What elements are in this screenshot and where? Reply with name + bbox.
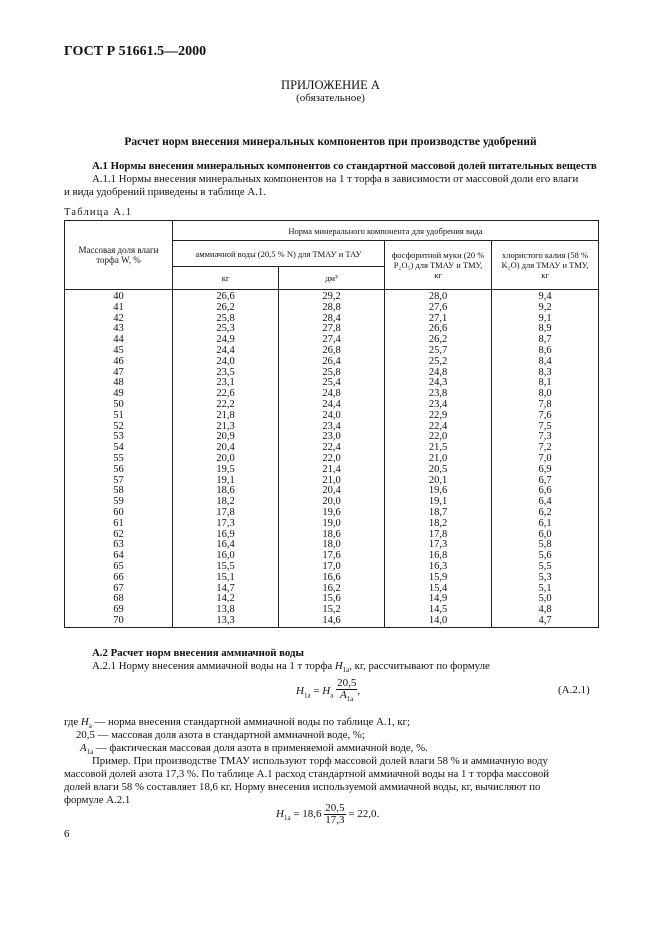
- table-cell: 25,8: [279, 368, 385, 379]
- table-row: [65, 357, 599, 368]
- table-cell: 5,6: [492, 551, 599, 562]
- table-cell: 6,9: [492, 465, 599, 476]
- example-formula-result: = 22,0.: [348, 808, 380, 821]
- table-cell: 26,6: [385, 324, 492, 335]
- where-intro: где: [64, 716, 79, 728]
- table-cell: 20,0: [279, 497, 385, 508]
- table-cell: 7,3: [492, 432, 599, 443]
- table-label: Таблица А.1: [64, 207, 133, 218]
- table-cell: 49: [65, 389, 173, 400]
- table-cell: 61: [65, 519, 173, 530]
- table-cell: 66: [65, 573, 173, 584]
- table-cell: 41: [65, 303, 173, 314]
- table-cell: 28,8: [279, 303, 385, 314]
- section-a1-para-line2: и вида удобрений приведены в таблице А.1.: [64, 186, 267, 198]
- table-cell: 7,6: [492, 411, 599, 422]
- table-cell: 14,5: [385, 605, 492, 616]
- table-cell: 17,6: [279, 551, 385, 562]
- table-cell: 4,7: [492, 616, 599, 627]
- table-cell: 48: [65, 378, 173, 389]
- table-cell: 18,6: [279, 530, 385, 541]
- table-cell: 9,4: [492, 290, 599, 303]
- table-cell: 21,0: [279, 476, 385, 487]
- table-cell: 27,6: [385, 303, 492, 314]
- table-cell: 58: [65, 486, 173, 497]
- table-cell: 55: [65, 454, 173, 465]
- example-formula-fraction: [324, 803, 345, 826]
- table-cell: 19,6: [279, 508, 385, 519]
- table-cell: 18,7: [385, 508, 492, 519]
- table-row: [65, 616, 599, 627]
- formula-lhs-sub: 1a: [303, 691, 311, 700]
- table-cell: 14,2: [173, 594, 279, 605]
- example-formula-eq: = 18,6: [293, 808, 322, 821]
- table-cell: 68: [65, 594, 173, 605]
- page-number: 6: [64, 828, 70, 840]
- table-cell: 17,3: [385, 540, 492, 551]
- table-cell: 15,4: [385, 584, 492, 595]
- where-3-text: — фактическая массовая доля азота в применяемой аммиачной воде, %.: [95, 742, 428, 754]
- table-cell: 5,5: [492, 562, 599, 573]
- table-cell: 62: [65, 530, 173, 541]
- table-row: [65, 411, 599, 422]
- table-cell: 26,8: [279, 346, 385, 357]
- formula-lhs: H: [296, 685, 304, 698]
- table-row: [65, 290, 599, 303]
- table-cell: 14,7: [173, 584, 279, 595]
- section-a2-para-sub: 1a: [342, 666, 350, 675]
- formula-tail: ,: [357, 685, 361, 698]
- formula-a21: [296, 678, 360, 705]
- where-1-symbol: H: [80, 716, 89, 728]
- formula-eq: =: [313, 685, 320, 698]
- table-cell: 16,2: [279, 584, 385, 595]
- table-cell: 57: [65, 476, 173, 487]
- table-cell: 24,8: [385, 368, 492, 379]
- table-cell: 15,5: [173, 562, 279, 573]
- table-cell: 25,8: [173, 314, 279, 325]
- table-cell: 9,1: [492, 314, 599, 325]
- table-cell: 17,0: [279, 562, 385, 573]
- table-cell: 16,6: [279, 573, 385, 584]
- table-cell: 24,9: [173, 335, 279, 346]
- table-cell: 59: [65, 497, 173, 508]
- header-potassium: хлористого калия (58 % K₂O) для ТМАУ и ТМУ, кг: [492, 241, 599, 290]
- table-cell: 23,5: [173, 368, 279, 379]
- header-dm3: дм³: [279, 267, 385, 290]
- example-line-2: массовой долей азота 17,3 %. По таблице А.1 расход стандартной аммиачной воды на 1 т торфа массовой: [64, 768, 550, 780]
- where-line-2: [76, 729, 365, 742]
- section-a2-para: [92, 660, 490, 677]
- table-cell: 7,0: [492, 454, 599, 465]
- where-1-text: — норма внесения стандартной аммиачной воды по таблице А.1, кг;: [94, 716, 411, 728]
- table-cell: 5,0: [492, 594, 599, 605]
- table-cell: 18,2: [173, 497, 279, 508]
- header-ammonia: аммиачной воды (20,5 % N) для ТМАУ и ТАУ: [173, 241, 385, 267]
- table-cell: 25,2: [385, 357, 492, 368]
- table-cell: 18,6: [173, 486, 279, 497]
- table-cell: 8,6: [492, 346, 599, 357]
- formula-rhs-sub: a: [330, 691, 334, 700]
- table-cell: 18,0: [279, 540, 385, 551]
- table-cell: 19,6: [385, 486, 492, 497]
- header-group: Норма минерального компонента для удобрения вида: [173, 221, 599, 241]
- table-cell: 28,0: [385, 290, 492, 303]
- table-cell: 24,0: [173, 357, 279, 368]
- section-a2-para-suffix: , кг, рассчитывают по формуле: [349, 660, 490, 672]
- example-formula-num: 20,5: [325, 802, 345, 814]
- where-3-symbol: A: [80, 742, 87, 754]
- table-cell: 27,8: [279, 324, 385, 335]
- section-a2-para-symbol: H: [334, 660, 343, 672]
- table-cell: 6,2: [492, 508, 599, 519]
- table-cell: 6,4: [492, 497, 599, 508]
- table-cell: 16,9: [173, 530, 279, 541]
- table-cell: 8,7: [492, 335, 599, 346]
- table-cell: 23,4: [385, 400, 492, 411]
- where-3-sub: 1a: [86, 748, 94, 757]
- table-cell: 5,1: [492, 584, 599, 595]
- table-cell: 25,3: [173, 324, 279, 335]
- table-cell: 24,3: [385, 378, 492, 389]
- table-cell: 43: [65, 324, 173, 335]
- example-formula-lhs-sub: 1a: [283, 814, 291, 823]
- table-cell: 20,5: [385, 465, 492, 476]
- table-cell: 24,4: [173, 346, 279, 357]
- table-cell: 7,8: [492, 400, 599, 411]
- table-row: [65, 303, 599, 314]
- table-cell: 15,2: [279, 605, 385, 616]
- table-cell: 4,8: [492, 605, 599, 616]
- table-cell: 16,0: [173, 551, 279, 562]
- table-cell: 19,1: [173, 476, 279, 487]
- formula-fraction: [336, 678, 357, 705]
- table-cell: 15,6: [279, 594, 385, 605]
- appendix-status: (обязательное): [296, 92, 365, 104]
- table-cell: 27,1: [385, 314, 492, 325]
- table-cell: 50: [65, 400, 173, 411]
- table-cell: 60: [65, 508, 173, 519]
- document-title: Расчет норм внесения минеральных компонентов при производстве удобрений: [124, 136, 537, 148]
- table-cell: 6,1: [492, 519, 599, 530]
- table-cell: 18,2: [385, 519, 492, 530]
- table-cell: 47: [65, 368, 173, 379]
- example-formula-lhs: H: [276, 808, 284, 821]
- table-row: [65, 465, 599, 476]
- table-cell: 23,4: [279, 422, 385, 433]
- section-a1-para-line1: А.1.1 Нормы внесения минеральных компонентов на 1 т торфа в зависимости от массовой доли его влаги: [92, 173, 579, 185]
- table-cell: 7,5: [492, 422, 599, 433]
- formula-den-sub: 1a: [346, 695, 354, 704]
- table-cell: 21,0: [385, 454, 492, 465]
- table-cell: 13,3: [173, 616, 279, 627]
- table-cell: 23,8: [385, 389, 492, 400]
- table-cell: 20,0: [173, 454, 279, 465]
- section-a2-para-prefix: А.2.1 Норму внесения аммиачной воды на 1 т торфа: [92, 660, 333, 672]
- appendix-title: ПРИЛОЖЕНИЕ А: [281, 78, 380, 92]
- table-cell: 17,3: [173, 519, 279, 530]
- table-cell: 8,9: [492, 324, 599, 335]
- table-cell: 42: [65, 314, 173, 325]
- table-cell: 21,3: [173, 422, 279, 433]
- table-cell: 22,0: [279, 454, 385, 465]
- table-row: [65, 519, 599, 530]
- table-cell: 27,4: [279, 335, 385, 346]
- table-cell: 21,5: [385, 443, 492, 454]
- formula-rhs: H: [322, 685, 331, 698]
- table-cell: 45: [65, 346, 173, 357]
- table-cell: 20,1: [385, 476, 492, 487]
- table-cell: 15,9: [385, 573, 492, 584]
- table-cell: 25,4: [279, 378, 385, 389]
- example-line-3: долей влаги 58 % составляет 18,6 кг. Норму внесения используемой аммиачной воды, кг, вычисляют по: [64, 781, 541, 793]
- table-cell: 44: [65, 335, 173, 346]
- table-cell: 19,5: [173, 465, 279, 476]
- table-cell: 22,0: [385, 432, 492, 443]
- standard-code: ГОСТ Р 51661.5—2000: [64, 44, 207, 59]
- table-cell: 56: [65, 465, 173, 476]
- table-cell: 24,0: [279, 411, 385, 422]
- table-cell: 9,2: [492, 303, 599, 314]
- table-cell: 8,1: [492, 378, 599, 389]
- example-formula-den: 17,3: [325, 814, 345, 826]
- table-cell: 16,8: [385, 551, 492, 562]
- table-cell: 14,0: [385, 616, 492, 627]
- table-cell: 23,1: [173, 378, 279, 389]
- table-cell: 21,8: [173, 411, 279, 422]
- table-cell: 8,4: [492, 357, 599, 368]
- formula-number: (А.2.1): [558, 684, 590, 696]
- table-cell: 70: [65, 616, 173, 627]
- table-cell: 26,2: [385, 335, 492, 346]
- table-cell: 6,7: [492, 476, 599, 487]
- table-cell: 15,1: [173, 573, 279, 584]
- table-cell: 17,8: [173, 508, 279, 519]
- table-cell: 64: [65, 551, 173, 562]
- table-cell: 21,4: [279, 465, 385, 476]
- table-cell: 16,3: [385, 562, 492, 573]
- table-cell: 20,4: [173, 443, 279, 454]
- where-2-text: — массовая доля азота в стандартной аммиачной воде, %;: [97, 729, 365, 741]
- table-cell: 22,4: [279, 443, 385, 454]
- norms-table: [64, 220, 599, 628]
- table-cell: 14,6: [279, 616, 385, 627]
- table-cell: 5,3: [492, 573, 599, 584]
- table-cell: 46: [65, 357, 173, 368]
- table-cell: 54: [65, 443, 173, 454]
- table-cell: 28,4: [279, 314, 385, 325]
- table-cell: 24,4: [279, 400, 385, 411]
- header-phosphorite: фосфоритной муки (20 % P₂O₅) для ТМАУ и ТМУ, кг: [385, 241, 492, 290]
- header-kg: кг: [173, 267, 279, 290]
- table-cell: 63: [65, 540, 173, 551]
- table-cell: 24,8: [279, 389, 385, 400]
- example-formula: [276, 803, 379, 826]
- table-cell: 19,1: [385, 497, 492, 508]
- table-cell: 8,0: [492, 389, 599, 400]
- table-cell: 20,4: [279, 486, 385, 497]
- table-cell: 8,3: [492, 368, 599, 379]
- table-cell: 26,2: [173, 303, 279, 314]
- table-cell: 26,6: [173, 290, 279, 303]
- table-cell: 22,2: [173, 400, 279, 411]
- table-cell: 67: [65, 584, 173, 595]
- table-cell: 14,9: [385, 594, 492, 605]
- table-cell: 16,4: [173, 540, 279, 551]
- example-line-1: Пример. При производстве ТМАУ используют торф массовой долей влаги 58 % и аммиачную воду: [92, 755, 548, 767]
- table-cell: 65: [65, 562, 173, 573]
- table-cell: 19,0: [279, 519, 385, 530]
- example-line-4: формуле А.2.1: [64, 794, 131, 806]
- table-cell: 69: [65, 605, 173, 616]
- where-1-sub: a: [88, 722, 92, 731]
- table-cell: 40: [65, 290, 173, 303]
- table-cell: 22,4: [385, 422, 492, 433]
- table-row: [65, 573, 599, 584]
- table-cell: 6,6: [492, 486, 599, 497]
- table-cell: 23,0: [279, 432, 385, 443]
- table-cell: 13,8: [173, 605, 279, 616]
- table-cell: 7,2: [492, 443, 599, 454]
- table-cell: 6,0: [492, 530, 599, 541]
- table-cell: 29,2: [279, 290, 385, 303]
- formula-den: A: [340, 689, 347, 701]
- table-cell: 25,7: [385, 346, 492, 357]
- header-moisture: Массовая доля влаги торфа W, %: [65, 221, 173, 290]
- table-cell: 52: [65, 422, 173, 433]
- table-cell: 26,4: [279, 357, 385, 368]
- table-cell: 22,6: [173, 389, 279, 400]
- table-cell: 5,8: [492, 540, 599, 551]
- table-cell: 53: [65, 432, 173, 443]
- where-2-symbol: 20,5: [76, 729, 95, 741]
- table-cell: 17,8: [385, 530, 492, 541]
- table-cell: 22,9: [385, 411, 492, 422]
- table-cell: 20,9: [173, 432, 279, 443]
- formula-num: 20,5: [337, 677, 357, 689]
- section-a1-heading: А.1 Нормы внесения минеральных компонентов со стандартной массовой долей питательных веществ: [92, 160, 597, 172]
- section-a2-heading: А.2 Расчет норм внесения аммиачной воды: [92, 647, 304, 659]
- table-cell: 51: [65, 411, 173, 422]
